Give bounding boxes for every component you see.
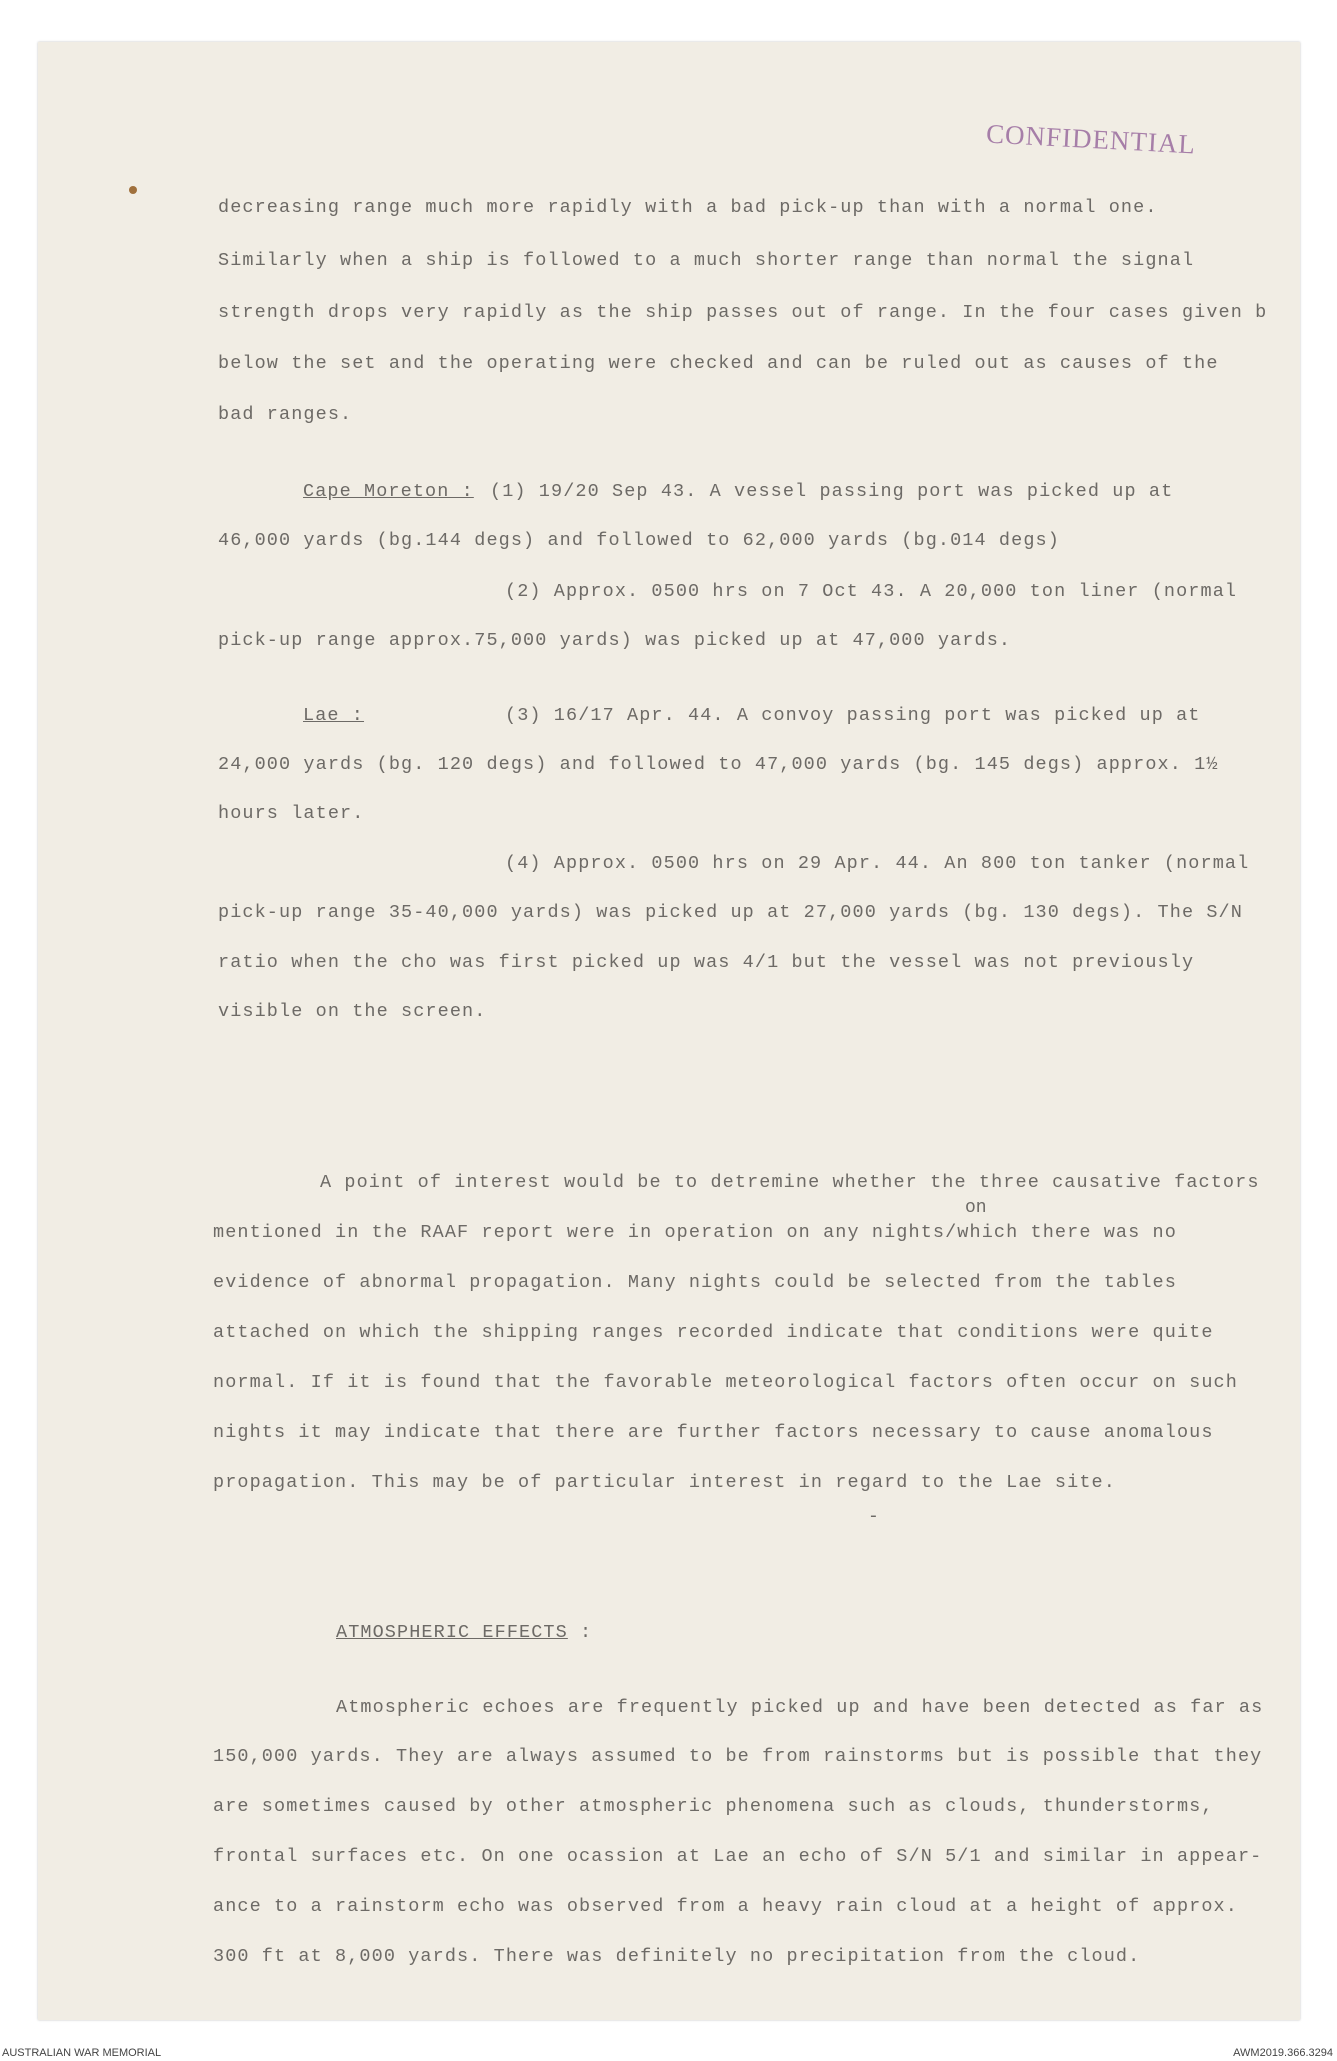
- confidential-stamp: CONFIDENTIAL: [985, 118, 1197, 160]
- atmospheric-line: ance to a rainstorm echo was observed from a heavy rain cloud at a height of approx.: [213, 1896, 1238, 1917]
- case-3-line: 24,000 yards (bg. 120 degs) and followed to 47,000 yards (bg. 145 degs) approx. 1½: [218, 754, 1219, 775]
- document-page: [38, 42, 1300, 2020]
- case-4-line: ratio when the cho was first picked up was 4/1 but the vessel was not previously: [218, 952, 1195, 973]
- paper-stain: [129, 186, 137, 194]
- paragraph1-line: strength drops very rapidly as the ship passes out of range. In the four cases given b: [218, 302, 1268, 323]
- atmospheric-line: frontal surfaces etc. On one ocassion at Lae an echo of S/N 5/1 and similar in appear-: [213, 1846, 1263, 1867]
- paragraph2-line: nights it may indicate that there are further factors necessary to cause anomalous: [213, 1422, 1214, 1443]
- paragraph1-line: below the set and the operating were checked and can be ruled out as causes of the: [218, 353, 1219, 374]
- atmospheric-line: are sometimes caused by other atmospheric phenomena such as clouds, thunderstorms,: [213, 1796, 1214, 1817]
- atmospheric-line: 150,000 yards. They are always assumed to be from rainstorms but is possible that they: [213, 1746, 1263, 1767]
- paragraph2-line: attached on which the shipping ranges recorded indicate that conditions were quite: [213, 1322, 1214, 1343]
- handwritten-insert: on: [965, 1198, 987, 1218]
- atmospheric-line: Atmospheric echoes are frequently picked up and have been detected as far as: [336, 1697, 1264, 1718]
- footer-reference: AWM2019.366.3294: [1233, 2047, 1333, 2059]
- case-4-line: pick-up range 35-40,000 yards) was picked up at 27,000 yards (bg. 130 degs). The S/N: [218, 902, 1243, 923]
- paragraph2-line: mentioned in the RAAF report were in operation on any nights/which there was no: [213, 1222, 1177, 1243]
- paragraph2-line: propagation. This may be of particular interest in regard to the Lae site.: [213, 1472, 1116, 1493]
- stray-dash: -: [868, 1507, 879, 1527]
- case-3-line: hours later.: [218, 803, 365, 824]
- paragraph1-line: bad ranges.: [218, 404, 353, 425]
- paragraph2-line: evidence of abnormal propagation. Many nights could be selected from the tables: [213, 1272, 1177, 1293]
- atmospheric-heading-text: ATMOSPHERIC EFFECTS: [336, 1622, 568, 1643]
- atmospheric-line: 300 ft at 8,000 yards. There was definitely no precipitation from the cloud.: [213, 1946, 1141, 1967]
- paragraph2-line: normal. If it is found that the favorable meteorological factors often occur on such: [213, 1372, 1238, 1393]
- paragraph1-line: decreasing range much more rapidly with a bad pick-up than with a normal one.: [218, 197, 1158, 218]
- case-4-line: visible on the screen.: [218, 1001, 487, 1022]
- footer-credit: AUSTRALIAN WAR MEMORIAL: [2, 2047, 162, 2059]
- case-2-line: (2) Approx. 0500 hrs on 7 Oct 43. A 20,000 ton liner (normal: [505, 581, 1238, 602]
- paragraph1-line: Similarly when a ship is followed to a much shorter range than normal the signal: [218, 250, 1195, 271]
- case-3-line: (3) 16/17 Apr. 44. A convoy passing port was picked up at: [505, 705, 1201, 726]
- atmospheric-heading: [336, 1622, 592, 1643]
- paragraph2-line: A point of interest would be to detremine whether the three causative factors: [320, 1172, 1260, 1193]
- case-1-line: 46,000 yards (bg.144 degs) and followed to 62,000 yards (bg.014 degs): [218, 530, 1060, 551]
- case-2-line: pick-up range approx.75,000 yards) was picked up at 47,000 yards.: [218, 630, 1012, 651]
- case-4-line: (4) Approx. 0500 hrs on 29 Apr. 44. An 800 ton tanker (normal: [505, 853, 1250, 874]
- lae-heading: Lae :: [303, 705, 365, 726]
- cape-moreton-heading: Cape Moreton :: [303, 481, 474, 502]
- atmospheric-heading-colon: :: [567, 1622, 593, 1643]
- case-1-line: (1) 19/20 Sep 43. A vessel passing port was picked up at: [490, 481, 1174, 502]
